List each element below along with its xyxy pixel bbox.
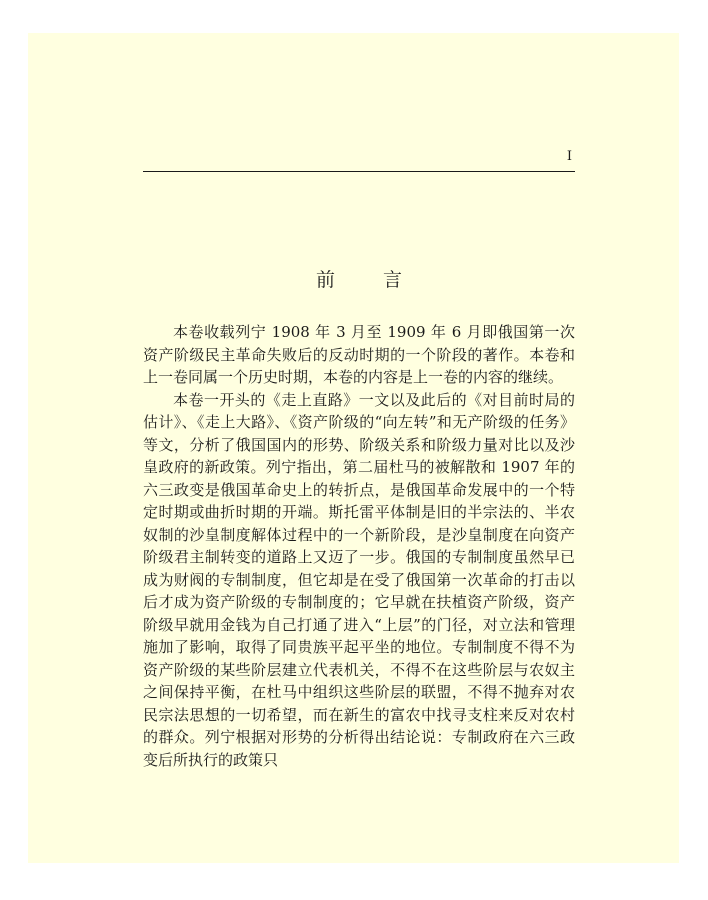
- header-rule: [143, 171, 575, 172]
- page-number: I: [566, 149, 572, 164]
- paragraph: 本卷收载列宁 1908 年 3 月至 1909 年 6 月即俄国第一次资产阶级民主革命失败后的反动时期的一个阶段的著作。本卷和上一卷同属一个历史时期，本卷的内容是上一卷的内容的继续。: [143, 323, 575, 386]
- section-title: 前言: [315, 269, 450, 291]
- body-text: [143, 321, 575, 771]
- paragraph: 本卷一开头的《走上直路》一文以及此后的《对目前时局的估计》、《走上大路》、《资产阶级的“向左转”和无产阶级的任务》等文，分析了俄国国内的形势、阶级关系和阶级力量对比以及沙皇政府的新政策。列宁指出，第二届杜马的被解散和 1907 年的六三政变是俄国革命史上的转折点，是俄国革命发展中的一个特定时期或曲折时期的开端。斯托雷平体制是旧的半宗法的、半农奴制的沙皇制度解体过程中的一个新阶段，是沙皇制度在向资产阶级君主制转变的道路上又迈了一步。俄国的专制制度虽然早已成为财阀的专制制度，但它却是在受了俄国第一次革命的打击以后才成为资产阶级的专制制度的；它早就在扶植资产阶级，资产阶级早就用金钱为自己打通了进入“上层”的门径，对立法和管理施加了影响，取得了同贵族平起平坐的地位。专制制度不得不为资产阶级的某些阶层建立代表机关，不得不在这些阶层与农奴主之间保持平衡，在杜马中组织这些阶层的联盟，不得不抛弃对农民宗法思想的一切希望，而在新生的富农中找寻支柱来反对农村的群众。列宁根据对形势的分析得出结论说：专制政府在六三政变后所执行的政策只: [143, 390, 575, 769]
